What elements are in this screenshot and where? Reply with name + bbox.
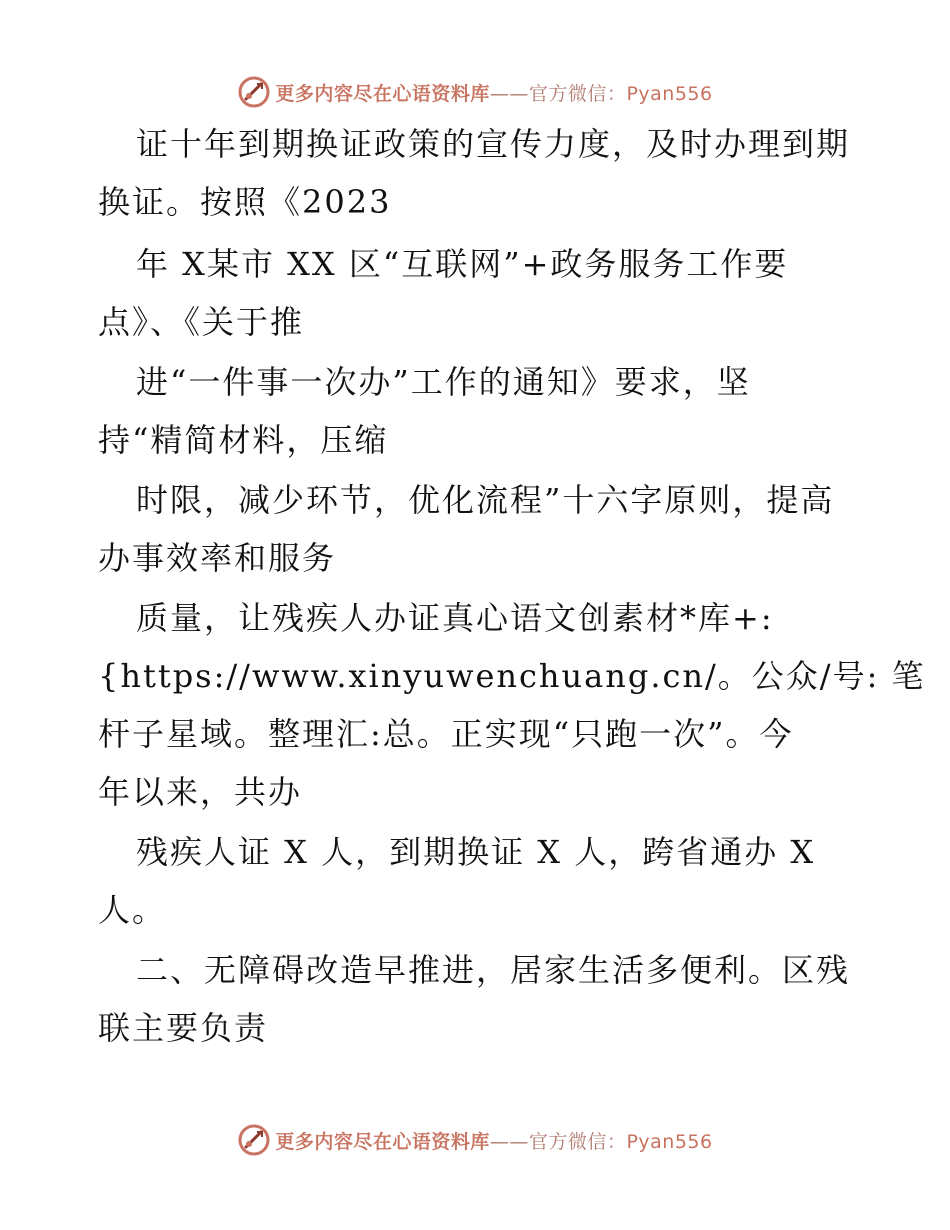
paragraph-line: {https://www.xinyuwenchuang.cn/。公众/号: 笔 <box>98 657 926 695</box>
paragraph-line: 证十年到期换证政策的宣传力度，及时办理到期 <box>136 125 851 163</box>
paragraph-line: 残疾人证 X 人，到期换证 X 人，跨省通办 X <box>136 833 816 871</box>
paragraph-line: 点》、《关于推 <box>98 303 305 341</box>
paragraph-line: 办事效率和服务 <box>98 539 337 577</box>
banner-contact-prefix: 官方微信： <box>528 1130 627 1153</box>
banner-text <box>275 79 712 106</box>
banner-contact-id: Pyan556 <box>626 1130 713 1153</box>
paragraph-line: 人。 <box>98 891 167 929</box>
banner-main-text: 更多内容尽在心语资料库 <box>275 1130 490 1153</box>
paragraph-line: 年以来，共办 <box>98 773 303 811</box>
banner-dash: —— <box>489 1130 529 1153</box>
paragraph-line: 质量，让残疾人办证真心语文创素材*库+: <box>136 599 774 637</box>
banner-contact-id: Pyan556 <box>626 82 713 105</box>
banner-dash: —— <box>489 82 529 105</box>
logo-icon <box>237 75 271 109</box>
banner-contact-prefix: 官方微信： <box>528 82 627 105</box>
footer-banner <box>0 1120 950 1160</box>
header-banner <box>0 72 950 112</box>
paragraph-line: 持“精简材料，压缩 <box>98 421 389 459</box>
paragraph-line: 联主要负责 <box>98 1009 269 1047</box>
paragraph-line: 时限，减少环节，优化流程”十六字原则，提高 <box>136 481 835 519</box>
logo-icon <box>237 1123 271 1157</box>
paragraph-line: 进“一件事一次办”工作的通知》要求，坚 <box>136 363 751 401</box>
paragraph-line: 换证。按照《2023 <box>98 183 392 221</box>
paragraph-line: 二、无障碍改造早推进，居家生活多便利。区残 <box>136 951 851 989</box>
banner-main-text: 更多内容尽在心语资料库 <box>275 82 490 105</box>
paragraph-line: 杆子星域。整理汇:总。正实现“只跑一次”。今 <box>98 715 794 753</box>
banner-text <box>275 1127 712 1154</box>
paragraph-line: 年 X某市 XX 区“互联网”+政务服务工作要 <box>136 245 789 283</box>
